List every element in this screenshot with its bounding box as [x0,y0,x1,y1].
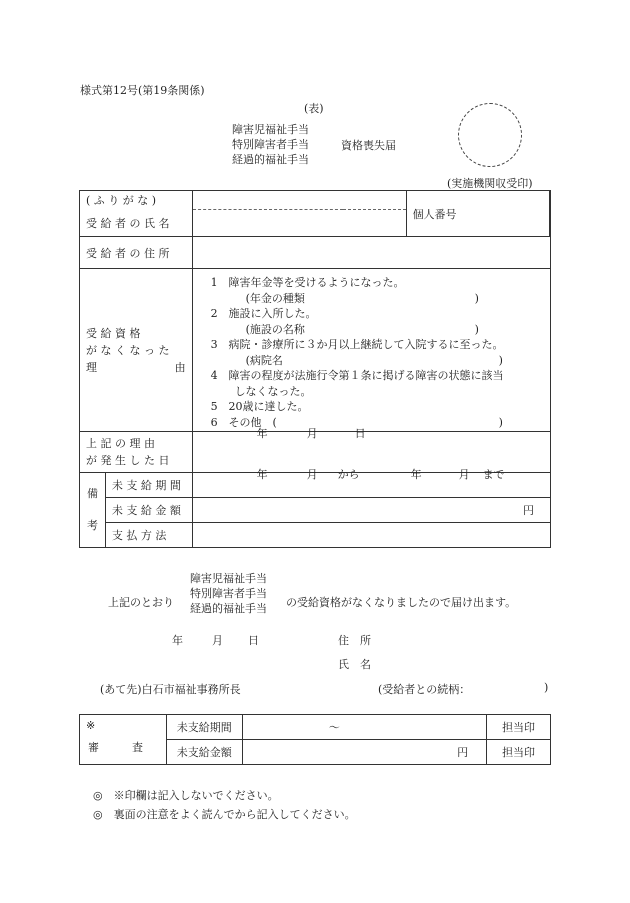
reason-option-2[interactable]: 2 施設に入所した。 [210,307,317,320]
reason-label-char: 由 [174,360,186,374]
review-stamp-1: 担当印 [487,715,551,740]
reason-option-4[interactable]: 4 障害の程度が法施行令第１条に掲げる障害の状態に該当 [210,369,504,382]
unpaid-amount-input[interactable]: 円 [192,498,550,523]
form-id: 様式第12号(第19条関係) [80,84,205,97]
furigana-input[interactable] [192,191,406,210]
sign-address-label: 住 所 [338,634,371,647]
date-label: 上 記 の 理 由 が 発 生 し た 日 [80,432,193,473]
unpaid-amount-label: 未 支 給 金 額 [105,498,192,523]
review-table [79,714,551,765]
statement-titles: 障害児福祉手当 特別障害者手当 経過的福祉手当 [190,572,267,615]
reason-option-3[interactable]: 3 病院・診療所に３か月以上継続して入院するに至った。 [210,338,504,351]
statement-suffix: の受給資格がなくなりましたので届け出ます。 [286,596,517,609]
reason-option-5[interactable]: 5 20歳に達した。 [210,400,309,413]
title-line: 特別障害者手当 [232,138,309,151]
reason-detail: (病院名 ) [245,353,503,367]
reason-label-line: 受 給 資 格 [86,326,141,340]
review-amount-label: 未支給金額 [166,740,242,765]
payment-method-input[interactable] [192,523,550,548]
payment-method-label: 支 払 方 法 [105,523,192,548]
name-label: 受 給 者 の 氏 名 [80,210,193,237]
reason-label-line: が な く な っ た [86,343,170,357]
receipt-stamp-area [458,103,522,167]
reason-option-6[interactable]: 6 その他 ( ) [210,415,503,429]
biko-label: 備 考 [80,473,106,548]
title-line: 障害児福祉手当 [232,123,309,136]
review-label: ※ 審 査 [80,715,167,765]
kojin-label: 個人番号 [406,191,549,237]
doc-type: 資格喪失届 [341,139,396,152]
reason-label-line [86,359,192,376]
reason-option-1[interactable]: 1 障害年金等を受けるようになった。 [210,276,405,289]
sign-day: 日 [248,634,259,647]
address-label: 受 給 者 の 住 所 [80,237,193,269]
reason-options [192,269,550,432]
address-input[interactable] [192,237,550,269]
reason-detail: (年金の種類 ) [245,291,479,305]
main-form-table [79,190,551,548]
kojin-input[interactable] [550,191,551,237]
relation-label: (受給者との続柄： [378,683,471,696]
reason-detail: (施設の名称 ) [245,322,479,336]
sign-year: 年 [172,634,183,647]
review-amount-input[interactable]: 円 [242,740,486,765]
sign-name-label: 氏 名 [338,658,371,671]
sign-month: 月 [212,634,223,647]
review-period-label: 未支給期間 [166,715,242,740]
note-1: ◎ ※印欄は記入しないでください。 [93,789,279,802]
unpaid-period-label: 未 支 給 期 間 [105,473,192,498]
title-line: 経過的福祉手当 [232,153,309,166]
relation-close: ) [544,681,549,694]
furigana-label: ( ふ り が な ) [80,191,193,210]
title-block [232,122,309,167]
review-period-input[interactable]: 〜 [242,715,486,740]
name-input[interactable] [192,210,406,237]
review-stamp-2: 担当印 [487,740,551,765]
reason-label [80,269,193,432]
front-label: (表) [304,102,324,115]
statement-prefix: 上記のとおり [108,596,174,609]
unpaid-period-input[interactable]: 年 月 から 年 月 まで [192,473,550,498]
stamp-label: (実施機関収受印) [447,177,533,190]
date-input[interactable]: 年 月 日 [192,432,550,473]
note-2: ◎ 裏面の注意をよく読んでから記入してください。 [93,808,356,821]
reason-label-char: 理 [86,360,97,374]
addressee: (あて先)白石市福祉事務所長 [100,683,241,696]
reason-option-4-cont: しなくなった。 [234,384,312,398]
